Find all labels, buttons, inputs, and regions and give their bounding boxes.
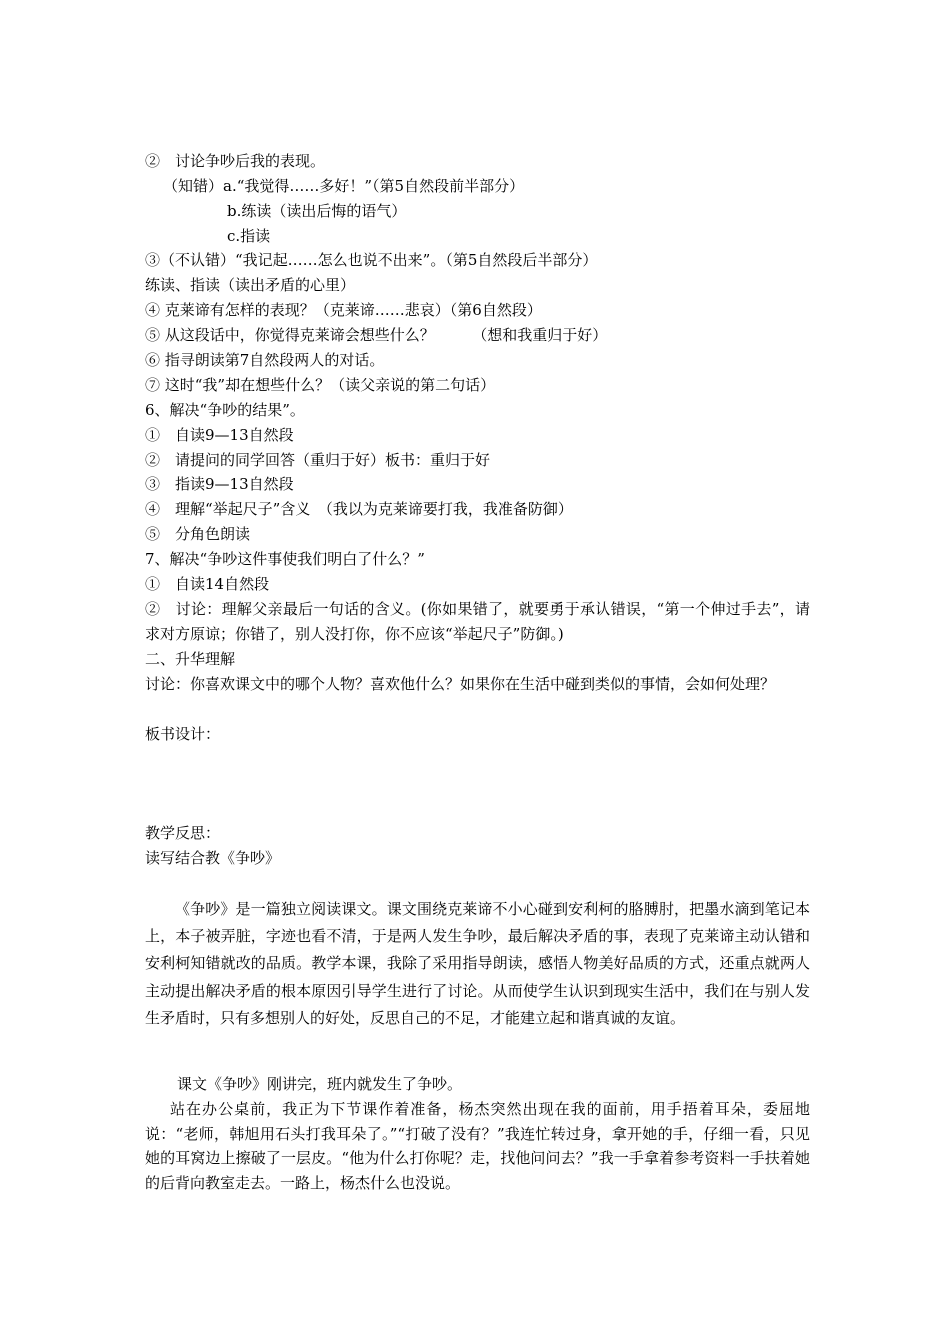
reflection-title: 读写结合教《争吵》 — [145, 849, 281, 867]
reflection-paragraph-3: 站在办公桌前，我正为下节课作着准备，杨杰突然出现在我的面前，用手捂着耳朵，委屈地说：“老师，韩旭用石头打我耳朵了。”“打破了没有？”我连忙转过身，拿开她的手，仔细一看，只见她的耳窝边上擦破了一层皮。“他为什么打你呢？走，找他问问去？”我一手拿着参考资料一手扶着她的后背向教室走去。一路上，杨杰什么也没说。 — [145, 1100, 810, 1192]
section-6-item-3: ③ 指读9—13自然段 — [145, 475, 294, 493]
part-2-heading: 二、升华理解 — [145, 650, 236, 668]
section-6-item-2: ② 请提问的同学回答（重归于好）板书：重归于好 — [145, 451, 491, 469]
section-6-heading: 6、解决“争吵的结果”。 — [145, 401, 305, 419]
step-6-dialogue-reading: ⑥ 指寻朗读第7自然段两人的对话。 — [145, 351, 385, 369]
step-4-kreti-behavior: ④ 克莱谛有怎样的表现？（克莱谛……悲哀）（第6自然段） — [145, 301, 542, 319]
reflection-heading: 教学反思： — [145, 824, 221, 842]
section-6-item-4: ④ 理解“举起尺子”含义 （我以为克莱谛要打我，我准备防御） — [145, 500, 573, 518]
reflection-paragraph-2: 课文《争吵》刚讲完，班内就发生了争吵。 — [177, 1075, 463, 1093]
step-5-kreti-thoughts: ⑤ 从这段话中，你觉得克莱谛会想些什么？ （想和我重归于好） — [145, 326, 608, 344]
step-7-my-thoughts: ⑦ 这时“我”却在想些什么？（读父亲说的第二句话） — [145, 376, 496, 394]
section-6-item-5: ⑤ 分角色朗读 — [145, 525, 251, 543]
step-2a-admit-mistake: （知错）a.“我觉得……多好！”（第5自然段前半部分） — [163, 177, 525, 195]
reflection-paragraph-1: 《争吵》是一篇独立阅读课文。课文围绕克莱谛不小心碰到安利柯的胳膊肘，把墨水滴到笔记本上，本子被弄脏，字迹也看不清，于是两人发生争吵，最后解决矛盾的事，表现了克莱谛主动认错和安利柯知错就改的品质。教学本课，我除了采用指导朗读，感悟人物美好品质的方式，还重点就两人主动提出解决矛盾的根本原因引导学生进行了讨论。从而使学生认识到现实生活中，我们在与别人发生矛盾时，只有多想别人的好处，反思自己的不足，才能建立起和谐真诚的友谊。 — [145, 900, 810, 1027]
step-2b-practice-reading: b.练读（读出后悔的语气） — [227, 202, 407, 220]
section-7-item-1: ① 自读14自然段 — [145, 575, 270, 593]
section-7-item-2: ② 讨论：理解父亲最后一句话的含义。(你如果错了，就要勇于承认错误，“第一个伸过手去”，请求对方原谅；你错了，别人没打你，你不应该“举起尺子”防御。) — [145, 600, 810, 643]
step-2c-guided-reading: c.指读 — [227, 227, 271, 245]
board-design-label: 板书设计： — [145, 725, 221, 743]
step-2-discuss-behavior: ② 讨论争吵后我的表现。 — [145, 152, 326, 170]
step-3-refuse-mistake: ③（不认错）“我记起……怎么也说不出来”。（第5自然段后半部分） — [145, 251, 598, 269]
step-3-practice-note: 练读、指读（读出矛盾的心里） — [145, 276, 356, 294]
part-2-discussion: 讨论：你喜欢课文中的哪个人物？喜欢他什么？如果你在生活中碰到类似的事情，会如何处理？ — [145, 675, 776, 693]
section-6-item-1: ① 自读9—13自然段 — [145, 426, 294, 444]
section-7-heading: 7、解决“争吵这件事使我们明白了什么？” — [145, 550, 425, 568]
